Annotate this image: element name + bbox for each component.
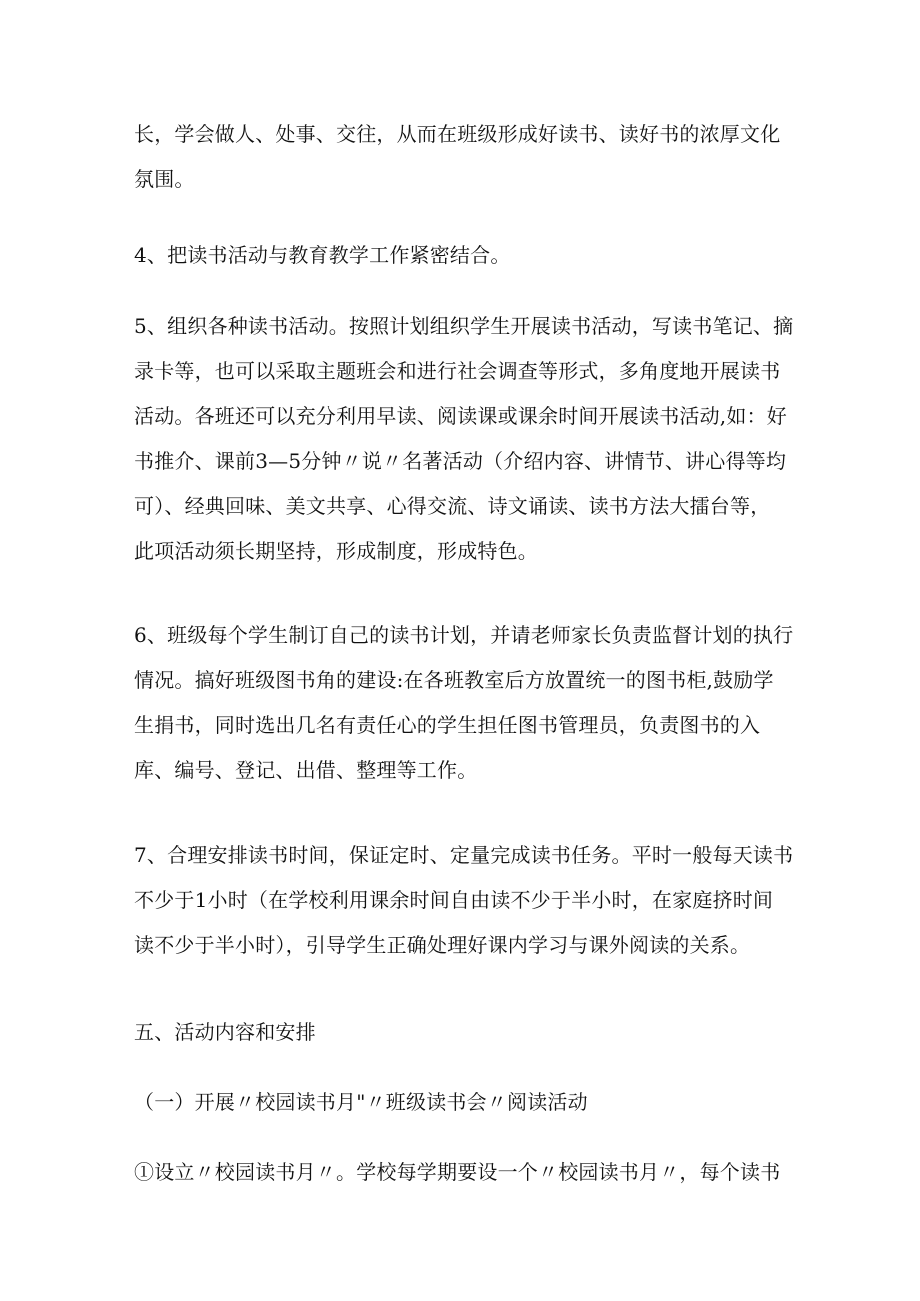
subsection-heading-1 [134,1080,794,1125]
paragraph-item-6 [134,613,794,793]
text-line: 此项活动须长期坚持，形成制度，形成特色。 [134,539,538,563]
text-line: 4、把读书活动与教育教学工作紧密结合。 [134,243,511,267]
section-heading: 五、活动内容和安排 [134,1020,316,1044]
text-line: 可）、经典回味、美文共享、心得交流、诗文诵读、读书方法大擂台等， [134,494,771,518]
text-line: 长，学会做人、处事、交往，从而在班级形成好读书、读好书的浓厚文化 [134,122,781,146]
text-line: ①设立〃校园读书月〃。学校每学期要设一个〃校园读书月〃，每个读书 [134,1160,781,1184]
paragraph-item-5 [134,304,794,574]
text-line: 情况。搞好班级图书角的建设:在各班教室后方放置统一的图书柜,鼓励学 [134,668,774,692]
section-heading-5 [134,1010,794,1055]
paragraph-item-7 [134,833,794,968]
text-line: 氛围。 [134,167,195,191]
text-line: 5、组织各种读书活动。按照计划组织学生开展读书活动，写读书笔记、摘 [134,314,794,338]
text-line: 读不少于半小时），引导学生正确处理好课内学习与课外阅读的关系。 [134,933,751,957]
text-line: 不少于1小时（在学校利用课余时间自由读不少于半小时，在家庭挤时间 [134,888,774,912]
paragraph-reading-month [134,1150,794,1195]
text-line: 6、班级每个学生制订自己的读书计划，并请老师家长负责监督计划的执行 [134,623,794,647]
text-line: 7、合理安排读书时间，保证定时、定量完成读书任务。平时一般每天读书 [134,843,794,867]
text-line: 书推介、课前3—5分钟〃说〃名著活动（介绍内容、讲情节、讲心得等均 [134,449,787,473]
text-line: 库、编号、登记、出借、整理等工作。 [134,758,478,782]
subsection-heading: （一）开展〃校园读书月"〃班级读书会〃阅读活动 [134,1090,588,1114]
text-line: 生捐书，同时选出几名有责任心的学生担任图书管理员，负责图书的入 [134,713,761,737]
paragraph-item-4 [134,233,794,278]
paragraph-reading-culture [134,112,794,202]
text-line: 录卡等，也可以采取主题班会和进行社会调查等形式，多角度地开展读书 [134,359,781,383]
text-line: 活动。各班还可以充分利用早读、阅读课或课余时间开展读书活动,如：好 [134,404,787,428]
